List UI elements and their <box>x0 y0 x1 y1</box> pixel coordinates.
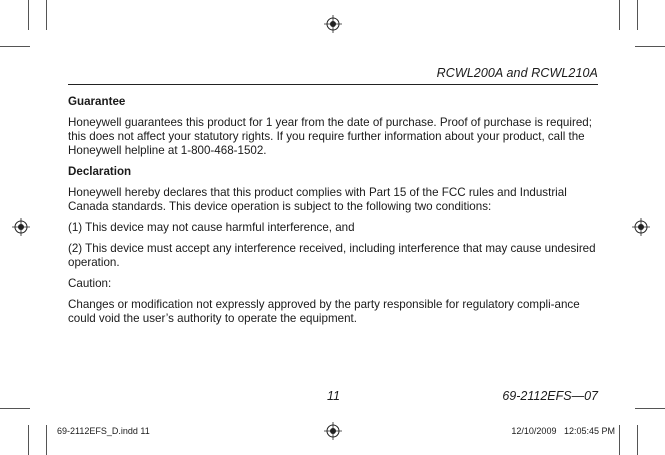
crop-mark <box>619 425 620 455</box>
crop-mark <box>46 425 47 455</box>
document-title: RCWL200A and RCWL210A <box>436 66 598 80</box>
crop-mark <box>28 425 29 455</box>
crop-mark <box>637 425 638 455</box>
declaration-paragraph: Honeywell hereby declares that this product complies with Part 15 of the FCC rules and Industrial Canada standards. This device operation is subject to the following two conditions: <box>68 186 567 213</box>
registration-mark-icon <box>324 422 342 440</box>
crop-mark <box>635 46 665 47</box>
declaration-heading: Declaration <box>68 165 132 178</box>
header-rule <box>68 84 598 85</box>
guarantee-heading: Guarantee <box>68 95 126 108</box>
page-content <box>68 95 598 333</box>
registration-mark-icon <box>324 15 342 33</box>
crop-mark <box>46 0 47 30</box>
page-number: 11 <box>327 389 340 403</box>
caution-label: Caution: <box>68 277 112 290</box>
guarantee-paragraph: Honeywell guarantees this product for 1 year from the date of purchase. Proof of purchase is required; this does not affect your statutory rights. If you require further information about your product, call the Honeywell helpline at 1-800-468-1502. <box>68 116 592 157</box>
registration-mark-icon <box>632 218 650 236</box>
declaration-section <box>68 165 598 326</box>
crop-mark <box>637 0 638 30</box>
document-number: 69-2112EFS—07 <box>502 389 598 403</box>
condition-1: (1) This device may not cause harmful interference, and <box>68 221 355 234</box>
slug-timestamp: 12/10/2009 12:05:45 PM <box>511 426 615 436</box>
crop-mark <box>0 408 30 409</box>
registration-mark-icon <box>12 218 30 236</box>
slug-file: 69-2112EFS_D.indd 11 <box>57 426 150 436</box>
crop-mark <box>619 0 620 30</box>
guarantee-section <box>68 95 598 158</box>
crop-mark <box>635 408 665 409</box>
caution-paragraph: Changes or modification not expressly approved by the party responsible for regulatory compli-ance could void the user’s authority to operate the equipment. <box>68 298 580 325</box>
condition-2: (2) This device must accept any interference received, including interference that may cause undesired operation. <box>68 242 596 269</box>
crop-mark <box>0 46 30 47</box>
crop-mark <box>28 0 29 30</box>
